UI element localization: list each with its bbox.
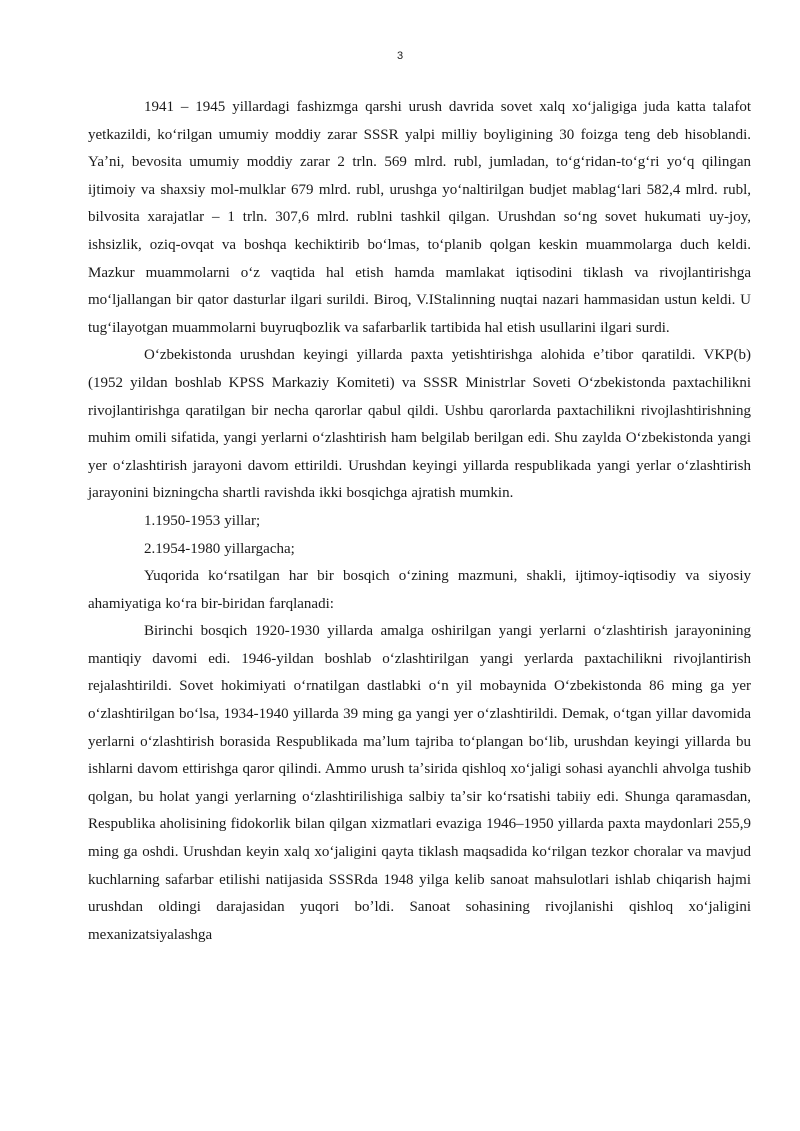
paragraph-stage-differences: Yuqorida koʻrsatilgan har bir bosqich oʻzining mazmuni, shakli, ijtimoy-iqtisodiy va siyosiy ahamiyatiga koʻra bir-biridan farqlanadi: <box>88 568 751 612</box>
page-number: 3 <box>396 50 404 62</box>
list-item-stage-one: 1.1950-1953 yillar; <box>144 512 261 529</box>
document-body <box>88 94 751 949</box>
paragraph-war-losses: 1941 – 1945 yillardagi fashizmga qarshi urush davrida sovet xalq xoʻjaligiga juda katta talafot yetkazildi, koʻrilgan umumiy moddiy zarar SSSR yalpi milliy boyligining 30 foizga teng deb hisoblandi. Yaʼni, bevosita umumiy moddiy zarar 2 trln. 569 mlrd. rubl, jumladan, toʻgʻridan-toʻgʻri yoʻq qilingan ijtimoiy va shaxsiy mol-mulklar 679 mlrd. rubl, urushga yoʻnaltirilgan budjet mablagʻlari 582,4 mlrd. rubl, bilvosita xarajatlar – 1 trln. 307,6 mlrd. rublni tashkil qilgan. Urushdan soʻng sovet hukumati uy-joy, ishsizlik, oziq-ovqat va boshqa kechiktirib boʻlmas, toʻplanib qolgan keskin muammolarga duch keldi. Mazkur muammolarni oʻz vaqtida hal etish hamda mamlakat iqtisodini tiklash va rivojlantirishga moʻljallangan bir qator dasturlar ilgari surildi. Biroq, V.IStalinning nuqtai nazari hammasidan ustun keldi. U tugʻilayotgan muammolarni buyruqbozlik va safarbarlik tartibida hal etish usullarini ilgari surdi. <box>88 99 751 336</box>
paragraph-cotton-policy: Oʻzbekistonda urushdan keyingi yillarda paxta yetishtirishga alohida eʼtibor qaratildi. VKP(b) (1952 yildan boshlab KPSS Markaziy Komiteti) va SSSR Ministrlar Soveti Oʻzbekistonda paxtachilikni rivojlantirishga qaratilgan bir necha qarorlar qabul qildi. Ushbu qarorlarda paxtachilikni rivojlashtirishning muhim omili sifatida, yangi yerlarni oʻzlashtirish ham belgilab berilgan edi. Shu zaylda Oʻzbekistonda yangi yer oʻzlashtirish jarayoni davom ettirildi. Urushdan keyingi yillarda respublikada yangi yerlar oʻzlashtirish jarayonini bizningcha shartli ravishda ikki bosqichga ajratish mumkin. <box>88 347 751 502</box>
paragraph-first-stage: Birinchi bosqich 1920-1930 yillarda amalga oshirilgan yangi yerlarni oʻzlashtirish jarayonining mantiqiy davomi edi. 1946-yildan boshlab oʻzlashtirilgan yangi yerlarda paxtachilikni rivojlantirish rejalashtirildi. Sovet hokimiyati oʻrnatilgan dastlabki oʻn yil mobaynida Oʻzbekistonda 86 ming ga yer oʻzlashtirilgan boʻlsa, 1934-1940 yillarda 39 ming ga yangi yer oʻzlashtirildi. Demak, oʻtgan yillar davomida yerlarni oʻzlashtirish borasida Respublikada maʼlum tajriba toʻplangan boʻlib, urushdan keyingi yillarda bu ishlarni davom ettirishga qaror qilindi. Ammo urush taʼsirida qishloq xoʻjaligi sohasi ayanchli ahvolga tushib qolgan, bu holat yangi yerlarning oʻzlashtirilishiga salbiy taʼsir koʻrsatishi tabiiy edi. Shunga qaramasdan, Respublika aholisining fidokorlik bilan qilgan xizmatlari evaziga 1946–1950 yillarda paxta maydonlari 255,9 ming ga oshdi. Urushdan keyin xalq xoʻjaligini qayta tiklash maqsadida koʻrilgan tezkor choralar va mavjud kuchlarning safarbar etilishi natijasida SSSRda 1948 yilga kelib sanoat mahsulotlari ishlab chiqarish hajmi urushdan oldingi darajasidan yuqori boʼldi. Sanoat sohasining rivojlanishi qishloq xoʻjaligini mexanizatsiyalashga <box>88 623 751 943</box>
list-item-stage-two: 2.1954-1980 yillargacha; <box>144 540 295 557</box>
